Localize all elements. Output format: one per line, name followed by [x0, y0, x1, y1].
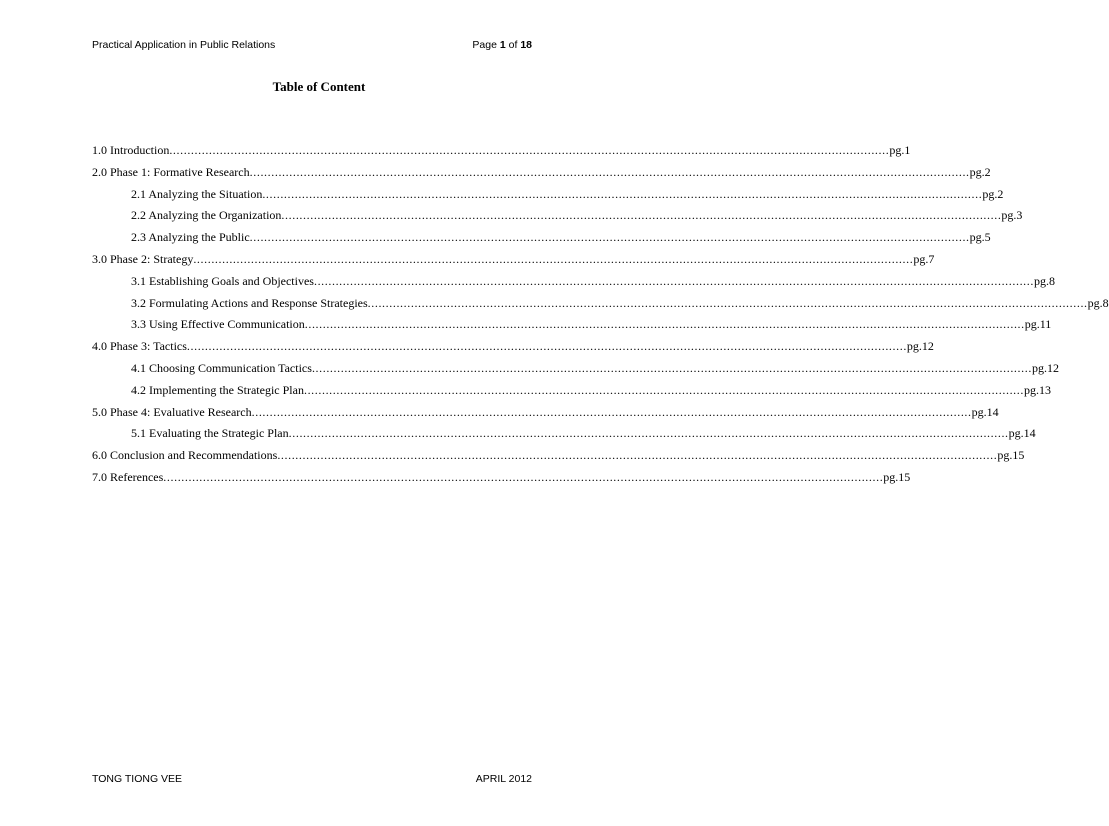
toc-entry [92, 336, 934, 358]
toc-leader-dots: ........................................................................................................................................................................................................ [311, 360, 1032, 375]
toc-entry-title: 3.2 Formulating Actions and Response Strategies [131, 295, 368, 310]
toc-entry [92, 467, 911, 489]
toc-entry [92, 227, 991, 249]
page-title: Table of Content [272, 79, 366, 94]
toc-entry [92, 184, 1004, 206]
toc-entry-title: 4.0 Phase 3: Tactics [92, 339, 187, 354]
toc-leader-dots: ........................................................................................................................................................................................................ [262, 186, 983, 201]
toc-entry-title: 2.3 Analyzing the Public [131, 230, 250, 245]
footer-date: APRIL 2012 [475, 773, 532, 785]
table-of-contents [92, 140, 1109, 489]
toc-entry-page: pg.14 [1008, 426, 1036, 441]
toc-entry [92, 271, 1055, 293]
page-current: 1 [499, 39, 506, 51]
page-total: 18 [520, 39, 532, 51]
toc-leader-dots: ........................................................................................................................................................................................................ [251, 404, 972, 419]
toc-entry-page: pg.11 [1024, 317, 1052, 332]
toc-entry-title: 3.1 Establishing Goals and Objectives [131, 273, 314, 288]
toc-entry-title: 3.3 Using Effective Communication [131, 317, 305, 332]
toc-leader-dots: ........................................................................................................................................................................................................ [367, 295, 1088, 310]
toc-leader-dots: ........................................................................................................................................................................................................ [249, 164, 970, 179]
toc-leader-dots: ........................................................................................................................................................................................................ [304, 317, 1025, 332]
footer-author: TONG TIONG VEE [92, 773, 183, 785]
toc-entry-title: 5.1 Evaluating the Strategic Plan [131, 426, 289, 441]
toc-entry-title: 7.0 References [92, 469, 164, 484]
toc-leader-dots: ........................................................................................................................................................................................................ [277, 448, 998, 463]
toc-leader-dots: ........................................................................................................................................................................................................ [303, 382, 1024, 397]
toc-entry [92, 380, 1051, 402]
toc-entry-page: pg.5 [969, 230, 991, 245]
toc-leader-dots: ........................................................................................................................................................................................................ [288, 426, 1009, 441]
toc-entry-title: 2.2 Analyzing the Organization [131, 208, 282, 223]
toc-entry-page: pg.15 [997, 448, 1025, 463]
toc-leader-dots: ........................................................................................................................................................................................................ [249, 230, 970, 245]
toc-entry [92, 205, 1023, 227]
toc-entry [92, 402, 999, 424]
toc-entry-page: pg.8 [1087, 295, 1109, 310]
toc-entry-page: pg.13 [1023, 382, 1051, 397]
toc-entry-title: 4.2 Implementing the Strategic Plan [131, 382, 304, 397]
toc-entry-title: 1.0 Introduction [92, 143, 170, 157]
toc-entry [92, 249, 935, 271]
toc-entry-page: pg.8 [1033, 273, 1055, 288]
toc-entry-page: pg.12 [906, 339, 934, 354]
toc-entry-page: pg.12 [1031, 360, 1059, 375]
page-label: Page [472, 39, 497, 51]
toc-leader-dots: ........................................................................................................................................................................................................ [281, 208, 1002, 223]
toc-entry-page: pg.7 [913, 251, 935, 266]
header-page-number [472, 38, 532, 52]
toc-entry [92, 162, 991, 184]
header-document-title: Practical Application in Public Relations [92, 39, 276, 51]
toc-entry-title: 2.1 Analyzing the Situation [131, 186, 263, 201]
toc-leader-dots: ........................................................................................................................................................................................................ [169, 143, 890, 157]
toc-entry [92, 358, 1059, 380]
toc-entry-title: 4.1 Choosing Communication Tactics [131, 360, 312, 375]
toc-entry-page: pg.3 [1001, 208, 1023, 223]
toc-entry-page: pg.2 [982, 186, 1004, 201]
page-of-label: of [508, 39, 518, 51]
toc-entry [92, 445, 1025, 467]
toc-leader-dots: ........................................................................................................................................................................................................ [163, 469, 884, 484]
toc-entry-title: 2.0 Phase 1: Formative Research [92, 164, 250, 179]
toc-entry-title: 6.0 Conclusion and Recommendations [92, 448, 278, 463]
toc-leader-dots: ........................................................................................................................................................................................................ [193, 251, 914, 266]
toc-leader-dots: ........................................................................................................................................................................................................ [186, 339, 907, 354]
toc-entry-page: pg.2 [969, 164, 991, 179]
toc-entry [92, 293, 1109, 315]
toc-entry-title: 5.0 Phase 4: Evaluative Research [92, 404, 252, 419]
toc-entry-title: 3.0 Phase 2: Strategy [92, 251, 194, 266]
toc-entry-page: pg.14 [971, 404, 999, 419]
toc-leader-dots: ........................................................................................................................................................................................................ [313, 273, 1034, 288]
toc-entry [92, 140, 911, 162]
toc-entry-page: pg.1 [889, 143, 911, 157]
toc-entry-page: pg.15 [883, 469, 911, 484]
toc-entry [92, 314, 1052, 336]
toc-entry [92, 423, 1036, 445]
